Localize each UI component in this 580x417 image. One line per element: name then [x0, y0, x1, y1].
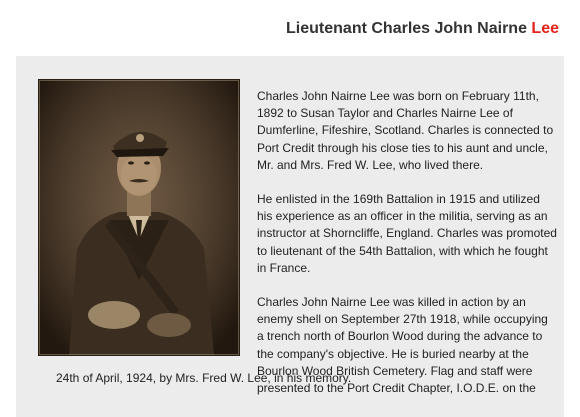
- portrait-photo: [38, 79, 240, 356]
- biography-text: [257, 88, 557, 414]
- bio-paragraph-service: He enlisted in the 169th Battalion in 1915 and utilized his experience as an officer in the militia, serving as an instructor at Shorncliffe, England. Charles was promoted to lieutenant of the 54th Battalion, with which he fought in France.: [257, 192, 557, 275]
- page-title: [286, 20, 559, 38]
- soldier-portrait-icon: [39, 80, 239, 355]
- bio-paragraph-memorial: 24th of April, 1924, by Mrs. Fred W. Lee, in his memory.: [56, 371, 352, 385]
- bio-paragraph-birth: Charles John Nairne Lee was born on February 11th, 1892 to Susan Taylor and Charles Nairne Lee of Dumferline, Fifeshire, Scotland. Charles is connected to Port Credit through his close ties to his aunt and uncle, Mr. and Mrs. Fred W. Lee, who lived there.: [257, 89, 554, 172]
- page-title-surname: Lee: [531, 20, 559, 37]
- bio-paragraph-death: Charles John Nairne Lee was killed in action by an enemy shell on September 27th 1918, while occupying a trench north of Bourlon Wood during the advance to the company's objective. He is buried nearby at the Bourlon Wood British Cemetery. Flag and staff were presented to the Port Credit Chapter, I.O.D.E. on the: [257, 295, 548, 396]
- page-title-name: Lieutenant Charles John Nairne: [286, 20, 527, 37]
